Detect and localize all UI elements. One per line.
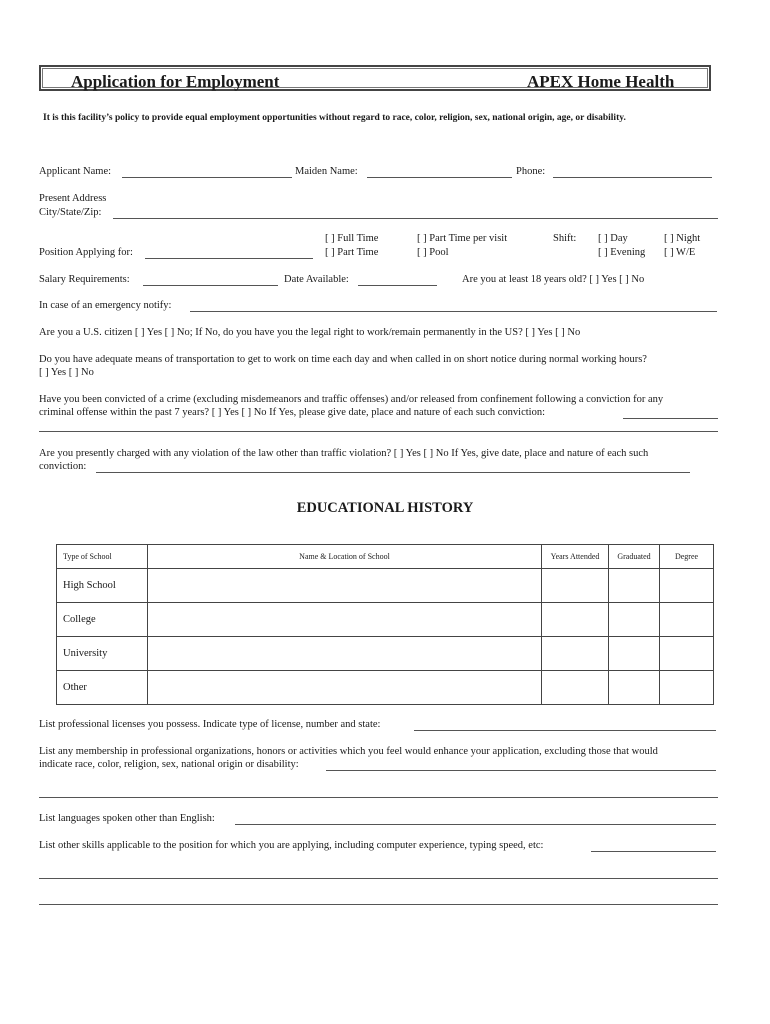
header-degree: Degree bbox=[660, 545, 714, 569]
degree-cell[interactable] bbox=[660, 603, 714, 637]
weekend-checkbox[interactable]: [ ] W/E bbox=[664, 247, 696, 258]
applicant-name-field[interactable] bbox=[122, 177, 292, 178]
evening-checkbox[interactable]: [ ] Evening bbox=[598, 247, 646, 258]
skills-field-extra-1[interactable] bbox=[39, 878, 718, 879]
education-table bbox=[56, 544, 714, 705]
day-checkbox[interactable]: [ ] Day bbox=[598, 233, 628, 244]
membership-label: List any membership in professional organizations, honors or activities which you feel would enhance your application, excluding those that would bbox=[39, 746, 658, 757]
phone-label: Phone: bbox=[516, 166, 546, 177]
policy-statement: It is this facility’s policy to provide equal employment opportunities without regard to race, color, religion, sex, national origin, age, or disability. bbox=[43, 113, 626, 123]
form-title: Application for Employment bbox=[71, 72, 280, 91]
date-available-label: Date Available: bbox=[284, 274, 349, 285]
phone-field[interactable] bbox=[553, 177, 712, 178]
graduated-cell[interactable] bbox=[609, 569, 660, 603]
education-title: EDUCATIONAL HISTORY bbox=[296, 500, 474, 516]
years-cell[interactable] bbox=[542, 569, 609, 603]
skills-label: List other skills applicable to the position for which you are applying, including computer experience, typing speed, etc: bbox=[39, 840, 544, 851]
shift-label: Shift: bbox=[553, 233, 577, 244]
table-row bbox=[57, 637, 714, 671]
licenses-field[interactable] bbox=[414, 730, 716, 731]
conviction-answer[interactable]: criminal offense within the past 7 years? [ ] Yes [ ] No If Yes, please give date, place and nature of each such conviction: bbox=[39, 407, 545, 418]
header-graduated: Graduated bbox=[609, 545, 660, 569]
school-type: Other bbox=[57, 671, 148, 705]
conviction-field[interactable] bbox=[623, 418, 718, 419]
years-cell[interactable] bbox=[542, 603, 609, 637]
graduated-cell[interactable] bbox=[609, 671, 660, 705]
position-field[interactable] bbox=[145, 258, 313, 259]
school-type: High School bbox=[57, 569, 148, 603]
salary-label: Salary Requirements: bbox=[39, 274, 130, 285]
school-type: College bbox=[57, 603, 148, 637]
licenses-label: List professional licenses you possess. Indicate type of license, number and state: bbox=[39, 719, 381, 730]
night-checkbox[interactable]: [ ] Night bbox=[664, 233, 701, 244]
languages-label: List languages spoken other than English: bbox=[39, 813, 215, 824]
transport-question: Do you have adequate means of transportation to get to work on time each day and when called in on short notice during normal working hours? bbox=[39, 354, 647, 365]
header-box bbox=[39, 65, 711, 91]
conviction-question: Have you been convicted of a crime (excluding misdemeanors and traffic offenses) and/or released from confinement following a conviction for any bbox=[39, 394, 664, 405]
years-cell[interactable] bbox=[542, 637, 609, 671]
school-type: University bbox=[57, 637, 148, 671]
table-row bbox=[57, 569, 714, 603]
header-years: Years Attended bbox=[542, 545, 609, 569]
languages-field[interactable] bbox=[235, 824, 716, 825]
degree-cell[interactable] bbox=[660, 637, 714, 671]
degree-cell[interactable] bbox=[660, 671, 714, 705]
citizen-question[interactable]: Are you a U.S. citizen [ ] Yes [ ] No; If No, do you have you the legal right to work/remain permanently in the US? [ ] Yes [ ] No bbox=[39, 327, 581, 338]
maiden-name-field[interactable] bbox=[367, 177, 512, 178]
emergency-field[interactable] bbox=[190, 311, 717, 312]
emergency-label: In case of an emergency notify: bbox=[39, 300, 172, 311]
charged-conviction-label: conviction: bbox=[39, 461, 87, 472]
charged-question[interactable]: Are you presently charged with any violation of the law other than traffic violation? [ ] Yes [ ] No If Yes, give date, place and nature of each such bbox=[39, 448, 649, 459]
charged-field[interactable] bbox=[96, 472, 690, 473]
skills-field[interactable] bbox=[591, 851, 716, 852]
membership-field[interactable] bbox=[326, 770, 716, 771]
name-location-cell[interactable] bbox=[148, 603, 542, 637]
education-header-row bbox=[57, 545, 714, 569]
name-location-cell[interactable] bbox=[148, 637, 542, 671]
salary-field[interactable] bbox=[143, 285, 278, 286]
table-row bbox=[57, 603, 714, 637]
applicant-name-label: Applicant Name: bbox=[39, 166, 112, 177]
full-time-checkbox[interactable]: [ ] Full Time bbox=[325, 233, 379, 244]
header-name-location: Name & Location of School bbox=[148, 545, 542, 569]
degree-cell[interactable] bbox=[660, 569, 714, 603]
address-field[interactable] bbox=[113, 218, 718, 219]
present-address-label: Present Address bbox=[39, 193, 107, 204]
graduated-cell[interactable] bbox=[609, 637, 660, 671]
conviction-field-extra[interactable] bbox=[39, 431, 718, 432]
date-available-field[interactable] bbox=[358, 285, 437, 286]
position-label: Position Applying for: bbox=[39, 247, 133, 258]
name-location-cell[interactable] bbox=[148, 671, 542, 705]
transport-answer[interactable]: [ ] Yes [ ] No bbox=[39, 367, 94, 378]
skills-field-extra-2[interactable] bbox=[39, 904, 718, 905]
table-row bbox=[57, 671, 714, 705]
graduated-cell[interactable] bbox=[609, 603, 660, 637]
maiden-name-label: Maiden Name: bbox=[295, 166, 358, 177]
name-location-cell[interactable] bbox=[148, 569, 542, 603]
membership-field-extra[interactable] bbox=[39, 797, 718, 798]
pool-checkbox[interactable]: [ ] Pool bbox=[417, 247, 449, 258]
part-time-checkbox[interactable]: [ ] Part Time bbox=[325, 247, 379, 258]
membership-label-2: indicate race, color, religion, sex, national origin or disability: bbox=[39, 759, 299, 770]
age-question[interactable]: Are you at least 18 years old? [ ] Yes [ ] No bbox=[462, 274, 645, 285]
header-type: Type of School bbox=[57, 545, 148, 569]
part-time-visit-checkbox[interactable]: [ ] Part Time per visit bbox=[417, 233, 508, 244]
company-name: APEX Home Health bbox=[527, 72, 675, 91]
years-cell[interactable] bbox=[542, 671, 609, 705]
city-state-zip-label: City/State/Zip: bbox=[39, 207, 102, 218]
